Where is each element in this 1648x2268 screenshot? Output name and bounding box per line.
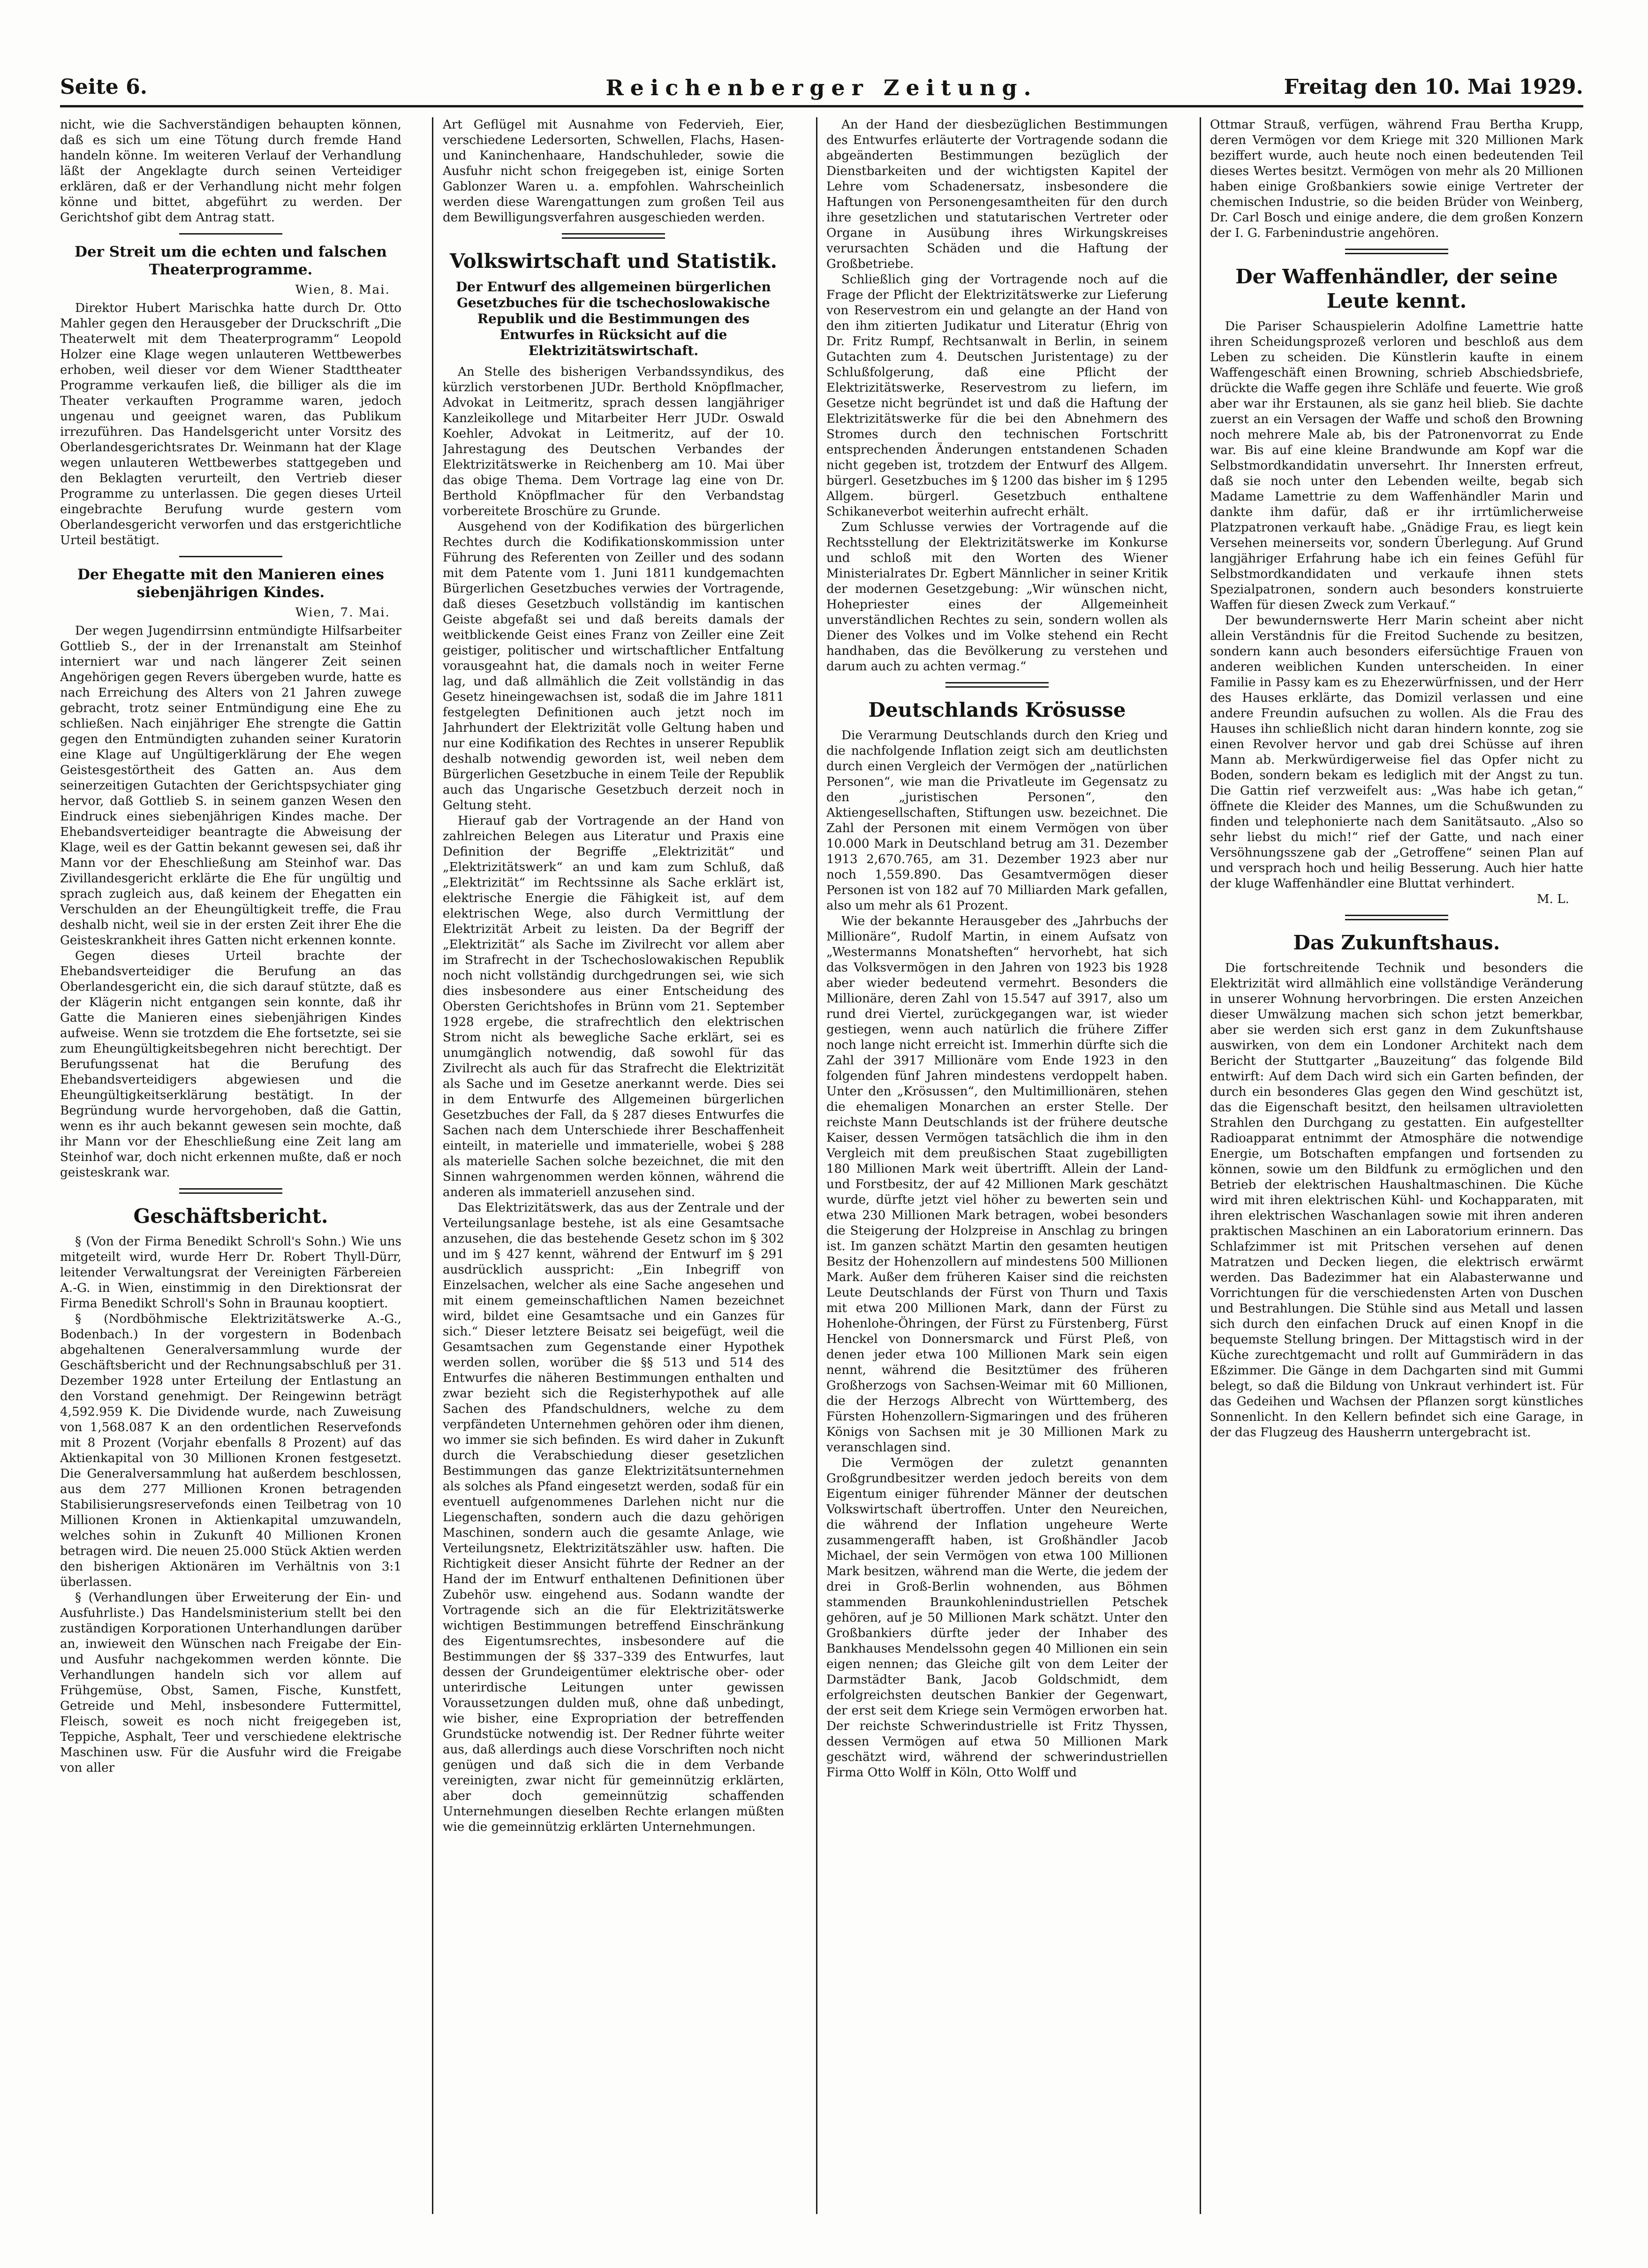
article-paragraph: § (Von der Firma Benedikt Schroll's Sohn.) Wie uns mitgeteilt wird, wurde Herr Dr. Robert Thyll-Dürr, leitender Verwaltungsrat der Vereinigten Färbereien A.-G. in Wien, einstimmig in den Direktionsrat der Firma Benedikt Schroll's Sohn in Braunau kooptiert. [60, 1235, 401, 1311]
article-paragraph: Die fortschreitende Technik und besonders die Elektrizität wird allmählich eine vollständige Veränderung in unserer Wohnung hervorbringen. Die ersten Anzeichen dieser Umwälzung machen sich schon jetzt bemerkbar, aber sie werden sich erst ganz in dem Zukunftshause auswirken, von dem ein Londoner Architekt nach dem Bericht der Stuttgarter „Bauzeitung“ das folgende Bild entwirft: Auf dem Dach wird sich ein Garten befinden, der durch ein besonderes Glas gegen den Wind geschützt ist, das die Eigenschaft besitzt, den heilsamen ultravioletten Strahlen den Durchgang zu gestatten. Ein aufgestellter Radioapparat entnimmt der Atmosphäre die notwendige Energie, um Botschaften empfangen und fortsenden zu können, sowie um den Bildfunk zu ermöglichen und den Betrieb der elektrischen Haushaltmaschinen. Die Küche wird mit ihren elektrischen Kühl- und Kochapparaten, mit ihren elektrischen Waschanlagen sowie mit ihren anderen praktischen Maschinen an ein Laboratorium erinnern. Das Schlafzimmer ist mit Pritschen versehen auf denen Matratzen und Decken liegen, die elektrisch erwärmt werden. Das Badezimmer hat ein Alabasterwanne und Vorrichtungen für die verschiedensten Arten von Duschen und Bestrahlungen. Die Stühle sind aus Metall und lassen sich durch den einfachen Druck auf einen Knopf in die bequemste Stellung bringen. Der Mittagstisch wird in der Küche zurechtgemacht und rollt auf Gummirädern in das Eßzimmer. Die Gänge in dem Dachgarten sind mit Gummi belegt, so daß die Bildung von Unkraut verhindert ist. Für das Gedeihen und Wachsen der Pflanzen sorgt künstliches Sonnenlicht. In den Kellern befindet sich eine Garage, in der das Flugzeug des Hausherrn untergebracht ist. [1210, 961, 1583, 1440]
article-title-kroesusse: Deutschlands Krösusse [868, 698, 1126, 721]
article-paragraph: § (Verhandlungen über Erweiterung der Ein- und Ausfuhrliste.) Das Handelsministerium stellt bei den zuständigen Korporationen Unterhandlungen darüber an, inwieweit den Wünschen nach Freigabe der Ein- und Ausfuhr nachgekommen werden könnte. Die Verhandlungen handeln sich vor allem auf Frühgemüse, Obst, Samen, Fische, Kunstfett, Getreide und Mehl, insbesondere Futtermittel, Fleisch, soweit es noch nicht freigegeben ist, Teppiche, Asphalt, Teer und verschiedene elektrische Maschinen usw. Für die Ausfuhr wird die Freigabe von aller [60, 1591, 401, 1775]
article-paragraph: Direktor Hubert Marischka hatte durch Dr. Otto Mahler gegen den Herausgeber der Druckschrift „Die Theaterwelt mit dem Theaterprogramm“ Leopold Holzer eine Klage wegen unlauteren Wettbewerbes erhoben, weil dieser vor dem Wiener Stadttheater Programme verkaufen ließ, die billiger als die im Theater verkauften Programme waren, jedoch ungenau und geeignet waren, das Publikum irrezuführen. Das Handelsgericht unter Vorsitz des Oberlandesgerichtsrates Dr. Weinmann hat der Klage wegen unlauteren Wettbewerbes stattgegeben und den Beklagten verurteilt, den Vertrieb dieser Programme zu unterlassen. Die gegen dieses Urteil eingebrachte Berufung wurde gestern vom Oberlandesgericht verworfen und das erstgerichtliche Urteil bestätigt. [60, 301, 401, 547]
article-title-theaterprogramme: Der Streit um die echten und falschen Theaterprogramme. [75, 243, 387, 278]
section-title-geschaeftsbericht: Geschäftsbericht. [133, 1205, 328, 1228]
column-1 [60, 117, 401, 2214]
column-3 [826, 117, 1168, 2214]
article-paragraph: Der wegen Jugendirrsinn entmündigte Hilfsarbeiter Gottlieb S., der in der Irrenanstalt am Steinhof interniert war und nach längerer Zeit seinen Angehörigen gegen Revers übergeben wurde, hatte es nach Erreichung des Alters von 21 Jahren zuwege gebracht, trotz seiner Entmündigung eine Ehe zu schließen. Nach einjähriger Ehe strengte die Gattin gegen den Entmündigten zuhanden seiner Kuratorin eine Klage auf Ungültigerklärung der Ehe wegen Geistesgestörtheit des Gatten an. Aus dem seinerzeitigen Gutachten der Gerichtspsychiater ging hervor, daß Gottlieb S. in seinem ganzen Wesen den Eindruck eines siebenjährigen Kindes mache. Der Ehebandsverteidiger beantragte die Abweisung der Klage, weil es der Gattin bekannt gewesen sei, daß ihr Mann vor der Eheschließung am Steinhof war. Das Zivillandesgericht erklärte die Ehe für ungültig und sprach zugleich aus, daß keinem der Ehegatten ein Verschulden an der Eheungültigkeit treffe, die Frau deshalb nicht, weil sie in der ersten Zeit ihrer Ehe die Geisteskrankheit ihres Gatten nicht erkennen konnte. [60, 624, 401, 948]
masthead [60, 70, 1583, 107]
separator-rule [1345, 249, 1448, 254]
article-paragraph: Hierauf gab der Vortragende an der Hand von zahlreichen Belegen aus Literatur und Praxis eine Definition der Begriffe „Elektrizität“ und „Elektrizitätswerk“ an und kam zum Schluß, daß „Elektrizität“ im Rechtssinne als Sache erklärt ist, elektrische Energie die Fähigkeit ist, auf dem elektrischen Wege, also durch Vermittlung der Elektrizität Arbeit zu leisten. Da der Begriff der „Elektrizität“ als Sache im Zivilrecht vor allem aber im Strafrecht in der Tschechoslowakischen Republik noch nicht vollständig durchgedrungen sei, wie sich dies insbesondere aus einer Entscheidung des Obersten Gerichtshofes in Brünn vom 21. September 1928 ergebe, die strafrechtlich den elektrischen Strom nicht als bewegliche Sache erklärt, sei es unumgänglich notwendig, daß sowohl für das Zivilrecht als auch für das Strafrecht die Elektrizität als Sache und im Gesetze anerkannt werde. Dies sei in dem Entwurfe des Allgemeinen bürgerlichen Gesetzbuches der Fall, da § 287 dieses Entwurfes die Sachen nach dem Unterschiede ihrer Beschaffenheit einteilt, in materielle und immaterielle, wobei § 288 als materielle Sachen solche bezeichnet, die mit den Sinnen wahrgenommen werden können, während die anderen als immateriell anzusehen sind. [443, 814, 784, 1199]
separator-rule [1345, 915, 1448, 920]
continued-text: nicht, wie die Sachverständigen behaupten können, daß es sich um eine Tötung durch fremde Hand handeln könne. Im weiteren Verlauf der Verhandlung läßt der Angeklagte durch seinen Verteidiger erklären, daß er der Verhandlung nicht mehr folgen könne und bittet, abgeführt zu werden. Der Gerichtshof gibt dem Antrag statt. [60, 118, 401, 225]
article-paragraph: Wie der bekannte Herausgeber des „Jahrbuchs der Millionäre“, Rudolf Martin, in einem Aufsatz von „Westermanns Monatsheften“ hervorhebt, hat sich das Volksvermögen in den Jahren von 1923 bis 1928 aber wieder bedeutend vermehrt. Besonders die Millionäre, deren Zahl von 15.547 auf 3917, also um rund drei Viertel, zurückgegangen war, ist wieder gestiegen, wenn auch natürlich die frühere Ziffer noch lange nicht erreicht ist. Immerhin dürfte sich die Zahl der 3917 Millionäre vom Ende 1923 in den folgenden fünf Jahren mindestens verdoppelt haben. Unter den „Krösussen“, den Multimillionären, stehen die ehemaligen Monarchen an erster Stelle. Der reichste Mann Deutschlands ist der frühere deutsche Kaiser, dessen Vermögen tatsächlich die ihm in den Vergleich mit dem preußischen Staat zugebilligten 180 Millionen Mark weit übertrifft. Allein der Land- und Forstbesitz, der auf 42 Millionen Mark geschätzt wurde, dürfte jetzt viel höher zu bewerten sein und etwa 230 Millionen Mark betragen, wobei besonders die Steigerung der Holzpreise in Anschlag zu bringen ist. Im ganzen schätzt Martin den gesamten heutigen Besitz der Hohenzollern auf mindestens 500 Millionen Mark. Außer dem früheren Kaiser sind die reichsten Leute Deutschlands der Fürst von Thurn und Taxis mit etwa 200 Millionen Mark, dann der Fürst zu Hohenlohe-Öhringen, der Fürst zu Fürstenberg, Fürst Henckel von Donnersmarck und Fürst Pleß, von denen jeder etwa 100 Millionen Mark sein eigen nennt, während die Besitztümer des früheren Großherzogs von Sachsen-Weimar mit 60 Millionen, die der Herzogs Albrecht von Württemberg, des Fürsten Hohenzollern-Sigmaringen und des früheren Königs von Sachsen mit je 30 Millionen Mark zu veranschlagen sind. [826, 914, 1168, 1455]
article-paragraph: Die Verarmung Deutschlands durch den Krieg und die nachfolgende Inflation zeigt sich am deutlichsten durch einen Vergleich der Vermögen der „natürlichen Personen“, wie man die Privatleute im Gegensatz zu den „juristischen Personen“, den Aktiengesellschaften, Stiftungen usw. bezeichnet. Die Zahl der Personen mit einem Vermögen von über 10.000 Mark in Deutschland betrug am 31. Dezember 1913 2,670.765, am 31. Dezember 1923 aber nur noch 1,559.890. Das Gesamtvermögen dieser Personen ist von 182 auf 70 Milliarden Mark gefallen, also um mehr als 61 Prozent. [826, 728, 1168, 913]
dateline: Wien, 7. Mai. [295, 606, 390, 620]
column-rule [1200, 117, 1201, 2214]
article-title-zukunftshaus: Das Zukunftshaus. [1293, 931, 1500, 954]
separator-rule [179, 233, 282, 235]
article-paragraph: Die Vermögen der zuletzt genannten Großgrundbesitzer werden jedoch bereits von dem Eigentum einiger führender Männer der deutschen Volkswirtschaft übertroffen. Unter den Neureichen, die während der Inflation ungeheure Werte zusammengerafft haben, ist Großhändler Jacob Michael, der sein Vermögen von etwa 100 Millionen Mark besitzen, während man die Werte, die jedem der drei in Groß-Berlin wohnenden, aus Böhmen stammenden Braunkohlenindustriellen Petschek gehören, auf je 50 Millionen Mark schätzt. Unter den Großbankiers dürfte jeder der Inhaber des Bankhauses Mendelssohn gegen 40 Millionen ein sein eigen nennen; das Gleiche gilt von dem Leiter der Darmstädter Bank, Jacob Goldschmidt, dem erfolgreichsten deutschen Bankier der Gegenwart, der erst seit dem Kriege sein Vermögen erworben hat. Der reichste Schwerindustrielle ist Fritz Thyssen, dessen Vermögen auf etwa 50 Millionen Mark geschätzt wird, während der schwerindustriellen Firma Otto Wolff in Köln, Otto Wolff und [826, 1456, 1168, 1780]
article-subtitle: Der Entwurf des allgemeinen bürgerlichen Gesetzbuches für die tschechoslowakische Republik und die Bestimmungen des Entwurfes in Rücksicht auf die Elektrizitätswirtschaft. [456, 279, 771, 358]
article-paragraph: Zum Schlusse verwies der Vortragende auf die Rechtsstellung der Elektrizitätswerke im Konkurse und schloß mit den Worten des Wiener Ministerialrates Dr. Egbert Männlicher in seiner Kritik der modernen Gesetzgebung: „Wir wünschen nicht, Hohepriester eines der Allgemeinheit unverständlichen Rechtes zu sein, sondern wollen als Diener des Volkes und im Volke stehend ein Recht handhaben, das die Bevölkerung zu verstehen und darum auch zu achten vermag.“ [826, 520, 1168, 674]
article-title-waffenhaendler: Der Waffenhändler, der seine Leute kennt. [1235, 265, 1558, 312]
article-paragraph: Das Elektrizitätswerk, das aus der Zentrale und der Verteilungsanlage bestehe, ist als eine Gesamtsache anzusehen, die das bestehende Gesetz schon im § 302 und im § 427 kennt, während der Entwurf im § 291 ausdrücklich ausspricht: „Ein Inbegriff von Einzelsachen, welcher als eine Sache angesehen und mit einem gemeinschaftlichen Namen bezeichnet wird, bildet eine Gesamtsache und ein Ganzes für sich.“ Dieser letztere Beisatz sei beigefügt, weil die Gesamtsachen zum Gegenstande einer Hypothek werden sollen, worüber die §§ 513 und 514 des Entwurfes die näheren Bestimmungen enthalten und zwar bezieht sich die Registerhypothek auf alle Sachen des Pfandschuldners, welche zu dem verpfändeten Unternehmen gehören oder ihm dienen, wo immer sie sich befinden. Es wird daher in Zukunft durch die Verabschiedung dieser gesetzlichen Bestimmungen das ganze Elektrizitätsunternehmen als solches als Pfand eingesetzt werden, sodaß für ein eventuell aufgenommenes Darlehen nicht nur die Liegenschaften, sondern auch die dazu gehörigen Maschinen, sondern auch die gesamte Anlage, wie Verteilungsnetz, Elektrizitätszähler usw. haften. Die Richtigkeit dieser Ansicht führte der Redner an der Hand der im Entwurf enthaltenen Definitionen über Zubehör usw. eingehend aus. Sodann wandte der Vortragende sich an die für Elektrizitätswerke wichtigen Bestimmungen betreffend Einschränkung des Eigentumsrechtes, insbesondere auf die Bestimmungen der §§ 337–339 des Entwurfes, laut dessen der Grundeigentümer elektrische ober- oder unterirdische Leitungen unter gewissen Voraussetzungen dulden muß, ohne daß unbedingt, wie bisher, eine Expropriation der betreffenden Grundstücke notwendig ist. Der Redner führte weiter aus, daß allerdings auch diese Vorschriften noch nicht genügen und daß sich die in dem Verbande vereinigten, zwar nicht für gemeinnützig erklärten, aber doch gemeinnützig schaffenden Unternehmungen dieselben Rechte erlangen müßten wie die gemeinnützig erklärten Unternehmungen. [443, 1201, 784, 1834]
column-2 [443, 117, 784, 2214]
article-paragraph: Der bewundernswerte Herr Marin scheint aber nicht allein Verständnis für die Freitod Suchende zu besitzen, sondern kann auch besonders eifersüchtige Frauen von anderen weiblichen Kunden unterscheiden. In einer Familie in Passy kam es zu Ehezerwürfnissen, und der Herr des Hauses erklärte, das Domizil verlassen und eine andere Freundin aufsuchen zu wollen. Als die Frau des Hauses ihn schließlich nicht daran hindern konnte, zog sie einen Revolver hervor und gab drei Schüsse auf ihren Mann ab. Merkwürdigerweise fiel das Opfer nicht zu Boden, sondern bekam es lediglich mit der Angst zu tun. Die Gattin rief verzweifelt aus: „Was habe ich getan,“ öffnete die Kleider des Mannes, um die Schußwunden zu finden und telephonierte nach dem Sanitätsauto. „Also so sehr liebst du mich!“ rief der Gatte, und nach einer Versöhnungsszene gab der „Getroffene“ seinen Plan auf und versprach hoch und heilig Besserung. Auch hier hatte der kluge Waffenhändler eine Bluttat verhindert. [1210, 614, 1583, 891]
section-title-volkswirtschaft: Volkswirtschaft und Statistik. [449, 250, 778, 273]
article-paragraph: Schließlich ging der Vortragende noch auf die Frage der Pflicht der Elektrizitätswerke zur Lieferung von Reservestrom ein und gelangte an der Hand von den ihm zitierten Judikatur und Literatur (Ehrig von Dr. Fritz Rumpf, Rechtsanwalt in Berlin, in seinem Gutachten zum 4. Deutschen Juristentage) zu der Schlußfolgerung, daß eine Pflicht der Elektrizitätswerke, Reservestrom zu liefern, im Gesetze nicht begründet ist und daß die Haftung der Elektrizitätswerke für die bei den Abnehmern des Stromes durch den technischen Fortschritt entsprechenden Änderungen entstandenen Schaden nicht gegeben ist, trotzdem der Entwurf des Allgem. bürgerl. Gesetzbuches im § 1200 das bisher im § 1295 Allgem. bürgerl. Gesetzbuch enthaltene Schikaneverbot weiterhin aufrecht erhält. [826, 273, 1168, 519]
column-rule [432, 117, 433, 2214]
column-rule [816, 117, 817, 2214]
article-paragraph: § (Nordböhmische Elektrizitätswerke A.-G., Bodenbach.) In der vorgestern in Bodenbach abgehaltenen Generalversammlung wurde der Geschäftsbericht und der Rechnungsabschluß per 31. Dezember 1928 unter Erteilung der Entlastung an den Vorstand genehmigt. Der Reingewinn beträgt 4,592.959 K. Die Dividende wurde, nach Zuweisung von 1,568.087 K an den ordentlichen Reservefonds mit 8 Prozent (Vorjahr ebenfalls 8 Prozent) auf das Aktienkapital von 30 Millionen Kronen festgesetzt. Die Generalversammlung hat außerdem beschlossen, aus dem 277 Millionen Kronen betragenden Stabilisierungsreservefonds einen Teilbetrag von 10 Millionen Kronen in Aktienkapital umzuwandeln, welches sohin in Zukunft 40 Millionen Kronen betragen wird. Die neuen 25.000 Stück Aktien werden den bisherigen Aktionären im Verhältnis von 3:1 überlassen. [60, 1312, 401, 1589]
issue-date: Freitag den 10. Mai 1929. [1284, 75, 1583, 99]
article-paragraph: Ausgehend von der Kodifikation des bürgerlichen Rechtes durch die Kodifikationskommission unter Führung des Referenten von Zeiller und des sodann mit dem Patente vom 1. Juni 1811 kundgemachten Bürgerlichen Gesetzbuches verwies der Vortragende, daß dieses Gesetzbuch vollständig im kantischen Geiste abgefaßt sei und daß bereits damals der weitblickende Geist eines Franz von Zeiller eine Zeit geistiger, politischer und wirtschaftlicher Entfaltung vorausgeahnt hat, die damals noch in weiter Ferne lag, und daß allmählich die Zeit vollständig in das Gesetz hineingewachsen ist, sodaß die im Jahre 1811 festgelegten Definitionen auch jetzt noch im Jahrhundert der Elektrizität volle Geltung haben und nur eine Kodifikation des Rechtes in unserer Republik deshalb notwendig geworden ist, weil neben dem Bürgerlichen Gesetzbuche in einem Teile der Republik auch das Ungarische Gesetzbuch derzeit noch in Geltung steht. [443, 520, 784, 812]
article-paragraph: Die Pariser Schauspielerin Adolfine Lamettrie hatte ihren Scheidungsprozeß verloren und beschloß aus dem Leben zu scheiden. Die Künstlerin kaufte in einem Waffengeschäft einen Browning, schrieb Abschiedsbriefe, drückte die Waffe gegen ihre Schläfe und feuerte. Wie groß aber war ihr Erstaunen, als sie ganz heil blieb. Sie dachte zuerst an ein Versagen der Waffe und schoß den Browning noch mehrere Male ab, bis der Patronenvorrat zu Ende war. Bis auf eine kleine Brandwunde am Kopf war die Selbstmordkandidatin unversehrt. Ihr Innersten erfreut, daß sie noch unter den Lebenden weilte, begab sich Madame Lamettrie zu dem Waffenhändler Marin und dankte ihm dafür, daß er ihr irrtümlicherweise Platzpatronen verkauft habe. „Gnädige Frau, es liegt kein Versehen meinerseits vor, sondern Überlegung. Auf Grund langjähriger Erfahrung habe ich ein feines Gefühl für Selbstmordkandidaten und verkaufe ihnen stets Spezialpatronen, sondern auch besonders konstruierte Waffen für diesen Zweck zum Verkauf.“ [1210, 319, 1583, 612]
continued-text: Ottmar Strauß, verfügen, während Frau Bertha Krupp, deren Vermögen vor dem Kriege mit 320 Millionen Mark beziffert wurde, auch heute noch einen bedeutenden Teil dieses Wertes besitzt. Vermögen von mehr als 20 Millionen haben einige Großbankiers sowie einige Vertreter der chemischen Industrie, so die beiden Brüder von Weinberg, Dr. Carl Bosch und einige andere, die dem großen Konzern der I. G. Farbenindustrie angehören. [1210, 118, 1583, 240]
article-paragraph: Gegen dieses Urteil brachte der Ehebandsverteidiger die Berufung an das Oberlandesgericht ein, die sich darauf stützte, daß es der Klägerin nicht entgangen sein konnte, daß ihr Gatte die Manieren eines siebenjährigen Kindes aufweise. Wenn sie trotzdem die Ehe fortsetzte, sei sie zum Eheungültigkeitsbegehren nicht berechtigt. Der Berufungssenat hat die Berufung des Ehebandsverteidigers abgewiesen und die Eheungültigkeitserklärung bestätigt. In der Begründung wurde hervorgehoben, daß die Gattin, wenn es ihr auch bekannt gewesen sein mochte, daß ihr Mann vor der Eheschließung eine Zeit lang am Steinhof war, doch nicht erkennen mußte, daß er noch geisteskrank war. [60, 949, 401, 1180]
article-paragraph: An der Hand der diesbezüglichen Bestimmungen des Entwurfes erläuterte der Vortragende sodann die abgeänderten Bestimmungen bezüglich der Dienstbarkeiten und der wichtigsten Kapitel der Lehre vom Schadenersatz, insbesondere die Haftungen von Personengesamtheiten für den durch ihre gesetzlichen und statutarischen Vertreter oder Organe in Ausübung ihres Wirkungskreises verursachten Schäden und die Haftung der Großbetriebe. [826, 118, 1168, 271]
article-paragraph: An Stelle des bisherigen Verbandssyndikus, des kürzlich verstorbenen JUDr. Berthold Knöpflmacher, Advokat in Leitmeritz, sprach dessen langjähriger Kanzleikollege und Mitarbeiter Herr JUDr. Oswald Koehler, Advokat in Leitmeritz, auf der 10. Jahrestagung des Deutschen Verbandes der Elektrizitätswerke in Reichenberg am 10. Mai über das obige Thema. Dem Vortrage lag eine von Dr. Berthold Knöpflmacher für den Verbandstag vorbereitete Broschüre zu Grunde. [443, 365, 784, 518]
article-title-ehegatte: Der Ehegatte mit den Manieren eines siebenjährigen Kindes. [77, 566, 384, 601]
newspaper-title: Reichenberger Zeitung. [605, 75, 1038, 100]
separator-rule [179, 556, 282, 557]
separator-rule [945, 682, 1049, 688]
page-number: Seite 6. [60, 75, 148, 99]
column-4 [1210, 117, 1583, 2214]
author-signature: M. L. [1536, 892, 1569, 906]
separator-rule [179, 1188, 282, 1194]
continued-text: Art Geflügel mit Ausnahme von Federvieh, Eier, verschiedene Ledersorten, Schwellen, Flachs, Hasen- und Kaninchenhaare, Handschuhleder, sowie die Ausfuhr nicht schon freigegeben ist, einige Sorten Gablonzer Waren u. a. empfohlen. Wahrscheinlich werden diese Warengattungen zum großen Teil aus dem Bewilligungsverfahren ausgeschieden werden. [443, 118, 784, 225]
separator-rule [562, 233, 665, 239]
dateline: Wien, 8. Mai. [295, 283, 390, 297]
